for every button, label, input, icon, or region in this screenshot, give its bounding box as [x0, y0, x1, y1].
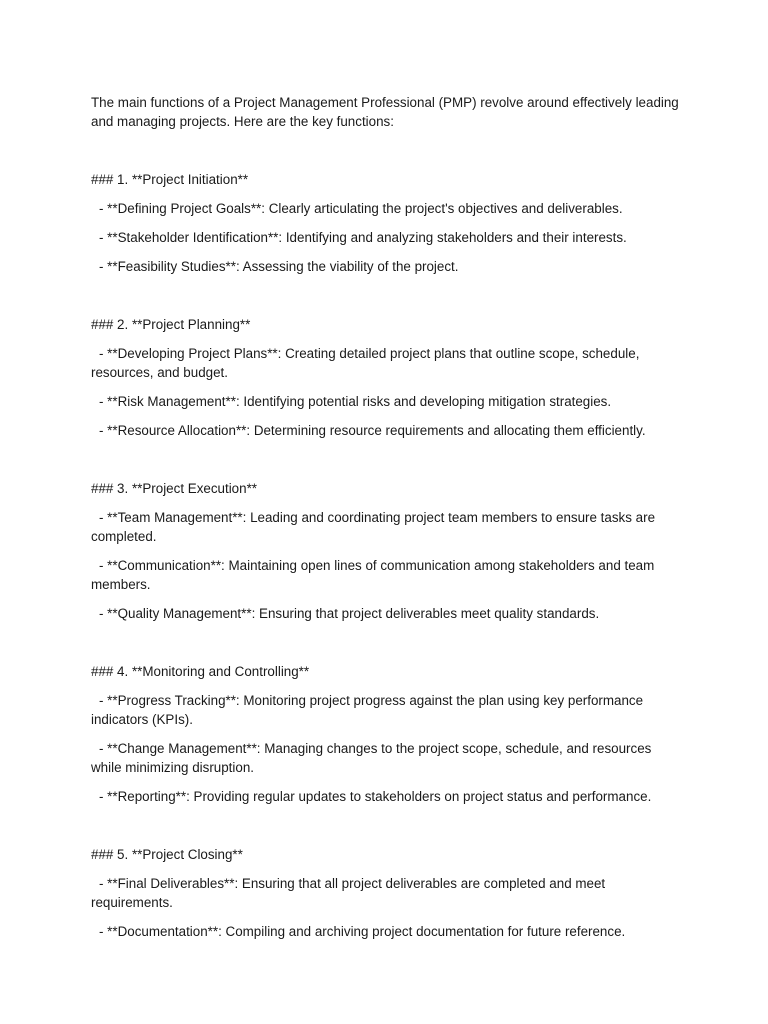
list-item: - **Quality Management**: Ensuring that project deliverables meet quality standards.	[99, 606, 600, 621]
section-heading: ### 3. **Project Execution**	[91, 481, 257, 496]
section-heading: ### 4. **Monitoring and Controlling**	[91, 664, 310, 679]
section-monitoring-and-controlling	[91, 662, 681, 806]
section-project-initiation	[91, 170, 681, 276]
list-item: - **Change Management**: Managing changes to the project scope, schedule, and resources while minimizing disruption.	[91, 741, 652, 775]
section-project-planning	[91, 315, 681, 440]
list-item: - **Risk Management**: Identifying potential risks and developing mitigation strategies.	[99, 394, 612, 409]
section-heading: ### 5. **Project Closing**	[91, 847, 243, 862]
document-body	[91, 93, 681, 941]
section-heading: ### 1. **Project Initiation**	[91, 172, 249, 187]
list-item: - **Final Deliverables**: Ensuring that all project deliverables are completed and meet requirements.	[91, 876, 606, 910]
list-item: - **Communication**: Maintaining open lines of communication among stakeholders and team members.	[91, 558, 655, 592]
list-item: - **Stakeholder Identification**: Identifying and analyzing stakeholders and their interests.	[99, 230, 627, 245]
list-item: - **Team Management**: Leading and coordinating project team members to ensure tasks are completed.	[91, 510, 656, 544]
section-project-closing	[91, 845, 681, 941]
list-item: - **Resource Allocation**: Determining resource requirements and allocating them efficiently.	[99, 423, 646, 438]
section-heading: ### 2. **Project Planning**	[91, 317, 251, 332]
list-item: - **Reporting**: Providing regular updates to stakeholders on project status and performance.	[99, 789, 652, 804]
list-item: - **Documentation**: Compiling and archiving project documentation for future reference.	[99, 924, 626, 939]
list-item: - **Developing Project Plans**: Creating detailed project plans that outline scope, schedule, resources, and budget.	[91, 346, 640, 380]
list-item: - **Feasibility Studies**: Assessing the viability of the project.	[99, 259, 459, 274]
intro-paragraph: The main functions of a Project Management Professional (PMP) revolve around effectively leading and managing projects. Here are the key functions:	[91, 95, 679, 129]
list-item: - **Progress Tracking**: Monitoring project progress against the plan using key performance indicators (KPIs).	[91, 693, 644, 727]
section-project-execution	[91, 479, 681, 623]
list-item: - **Defining Project Goals**: Clearly articulating the project's objectives and deliverables.	[99, 201, 623, 216]
